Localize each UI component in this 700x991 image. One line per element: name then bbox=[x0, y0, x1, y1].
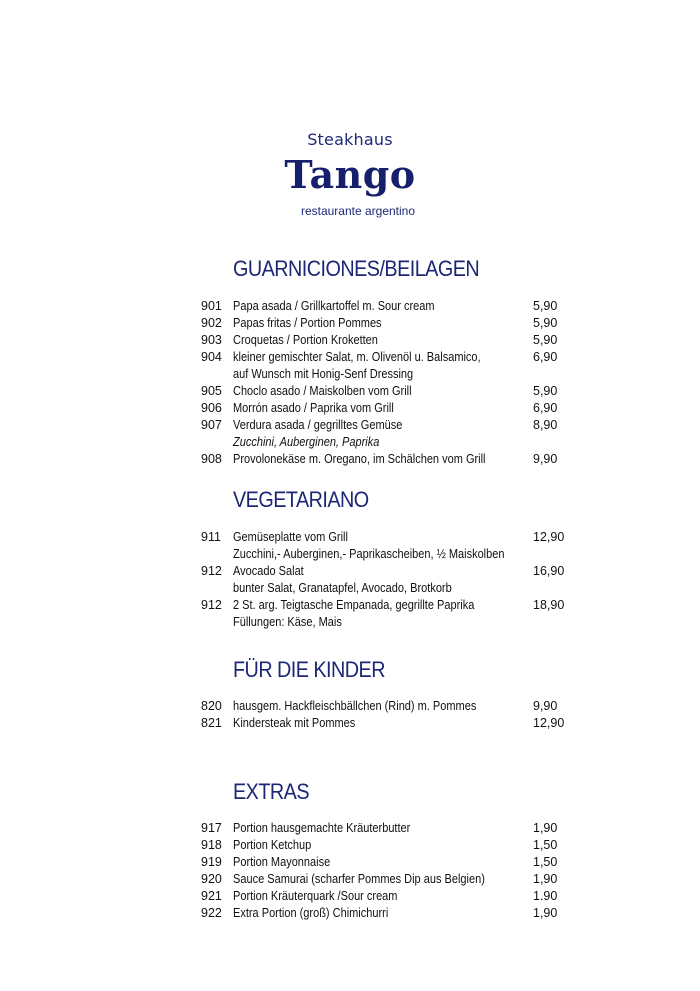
restaurant-subtitle: Steakhaus bbox=[307, 130, 393, 149]
item-number: 922 bbox=[201, 906, 222, 920]
item-price: 5,90 bbox=[533, 316, 558, 330]
item-description: Avocado Salat bbox=[233, 564, 304, 578]
item-description: Sauce Samurai (scharfer Pommes Dip aus Belgien) bbox=[233, 872, 485, 886]
item-number: 912 bbox=[201, 598, 222, 612]
menu-item-row bbox=[0, 871, 700, 888]
item-number: 918 bbox=[201, 838, 222, 852]
section-title-extras: EXTRAS bbox=[233, 779, 309, 804]
item-description: Choclo asado / Maiskolben vom Grill bbox=[233, 384, 412, 398]
item-description: Extra Portion (groß) Chimichurri bbox=[233, 906, 389, 920]
item-description: Zucchini, Auberginen, Paprika bbox=[233, 435, 380, 449]
item-price: 1,90 bbox=[533, 906, 558, 920]
section-list-kinder bbox=[0, 698, 700, 732]
item-number: 904 bbox=[201, 350, 222, 364]
item-price: 5,90 bbox=[533, 384, 558, 398]
item-description: Papa asada / Grillkartoffel m. Sour cream bbox=[233, 299, 435, 313]
restaurant-tagline: restaurante argentino bbox=[300, 204, 416, 218]
item-description: Verdura asada / gegrilltes Gemüse bbox=[233, 418, 403, 432]
item-number: 919 bbox=[201, 855, 222, 869]
item-price: 6,90 bbox=[533, 350, 558, 364]
menu-item-row bbox=[0, 837, 700, 854]
menu-item-row bbox=[0, 820, 700, 837]
section-list-vegetariano bbox=[0, 529, 700, 631]
item-number: 906 bbox=[201, 401, 222, 415]
item-price: 5,90 bbox=[533, 333, 558, 347]
item-description: auf Wunsch mit Honig-Senf Dressing bbox=[233, 367, 414, 381]
menu-item-row bbox=[0, 597, 700, 614]
item-price: 5,90 bbox=[533, 299, 558, 313]
menu-item-row bbox=[0, 715, 700, 732]
menu-item-row bbox=[0, 888, 700, 905]
item-price: 12,90 bbox=[533, 716, 565, 730]
item-description: Füllungen: Käse, Mais bbox=[233, 615, 342, 629]
item-description: kleiner gemischter Salat, m. Olivenöl u. Balsamico, bbox=[233, 350, 481, 364]
restaurant-logo-name: Tango bbox=[284, 152, 416, 197]
menu-item-detail-row bbox=[0, 434, 700, 451]
item-price: 6,90 bbox=[533, 401, 558, 415]
item-description: Portion Mayonnaise bbox=[233, 855, 331, 869]
menu-item-detail-row bbox=[0, 580, 700, 597]
item-description: Portion hausgemachte Kräuterbutter bbox=[233, 821, 411, 835]
section-list-extras bbox=[0, 820, 700, 922]
item-price: 18,90 bbox=[533, 598, 565, 612]
item-description: Provolonekäse m. Oregano, im Schälchen vom Grill bbox=[233, 452, 486, 466]
menu-item-row bbox=[0, 854, 700, 871]
menu-item-detail-row bbox=[0, 546, 700, 563]
item-number: 903 bbox=[201, 333, 222, 347]
item-description: bunter Salat, Granatapfel, Avocado, Brotkorb bbox=[233, 581, 452, 595]
menu-item-row bbox=[0, 529, 700, 546]
menu-item-row bbox=[0, 315, 700, 332]
item-number: 912 bbox=[201, 564, 222, 578]
item-price: 1,50 bbox=[533, 838, 558, 852]
item-description: Gemüseplatte vom Grill bbox=[233, 530, 348, 544]
menu-item-detail-row bbox=[0, 366, 700, 383]
item-price: 9,90 bbox=[533, 699, 558, 713]
item-price: 1.90 bbox=[533, 889, 558, 903]
item-description: hausgem. Hackfleischbällchen (Rind) m. Pommes bbox=[233, 699, 477, 713]
item-description: Zucchini,- Auberginen,- Paprikascheiben, ½ Maiskolben bbox=[233, 547, 505, 561]
menu-item-row bbox=[0, 905, 700, 922]
item-number: 920 bbox=[201, 872, 222, 886]
item-price: 1,90 bbox=[533, 821, 558, 835]
menu-item-row bbox=[0, 451, 700, 468]
item-price: 9,90 bbox=[533, 452, 558, 466]
item-description: Croquetas / Portion Kroketten bbox=[233, 333, 378, 347]
menu-item-row bbox=[0, 383, 700, 400]
item-price: 16,90 bbox=[533, 564, 565, 578]
item-number: 902 bbox=[201, 316, 222, 330]
item-price: 12,90 bbox=[533, 530, 565, 544]
item-price: 1,50 bbox=[533, 855, 558, 869]
item-number: 820 bbox=[201, 699, 222, 713]
menu-item-detail-row bbox=[0, 614, 700, 631]
item-description: Portion Kräuterquark /Sour cream bbox=[233, 889, 398, 903]
menu-item-row bbox=[0, 400, 700, 417]
menu-item-row bbox=[0, 298, 700, 315]
item-price: 8,90 bbox=[533, 418, 558, 432]
menu-item-row bbox=[0, 332, 700, 349]
item-description: Morrón asado / Paprika vom Grill bbox=[233, 401, 394, 415]
item-number: 905 bbox=[201, 384, 222, 398]
item-number: 901 bbox=[201, 299, 222, 313]
item-number: 821 bbox=[201, 716, 222, 730]
item-description: Papas fritas / Portion Pommes bbox=[233, 316, 382, 330]
item-description: Kindersteak mit Pommes bbox=[233, 716, 356, 730]
item-description: 2 St. arg. Teigtasche Empanada, gegrillte Paprika bbox=[233, 598, 475, 612]
menu-item-row bbox=[0, 698, 700, 715]
item-number: 908 bbox=[201, 452, 222, 466]
item-number: 921 bbox=[201, 889, 222, 903]
item-number: 917 bbox=[201, 821, 222, 835]
item-description: Portion Ketchup bbox=[233, 838, 312, 852]
section-title-guarniciones: GUARNICIONES/BEILAGEN bbox=[233, 256, 480, 281]
menu-item-row bbox=[0, 417, 700, 434]
menu-item-row bbox=[0, 563, 700, 580]
item-number: 911 bbox=[201, 530, 221, 544]
menu-item-row bbox=[0, 349, 700, 366]
section-title-kinder: FÜR DIE KINDER bbox=[233, 657, 385, 682]
section-title-vegetariano: VEGETARIANO bbox=[233, 487, 369, 512]
item-price: 1,90 bbox=[533, 872, 558, 886]
section-list-guarniciones bbox=[0, 298, 700, 468]
item-number: 907 bbox=[201, 418, 222, 432]
